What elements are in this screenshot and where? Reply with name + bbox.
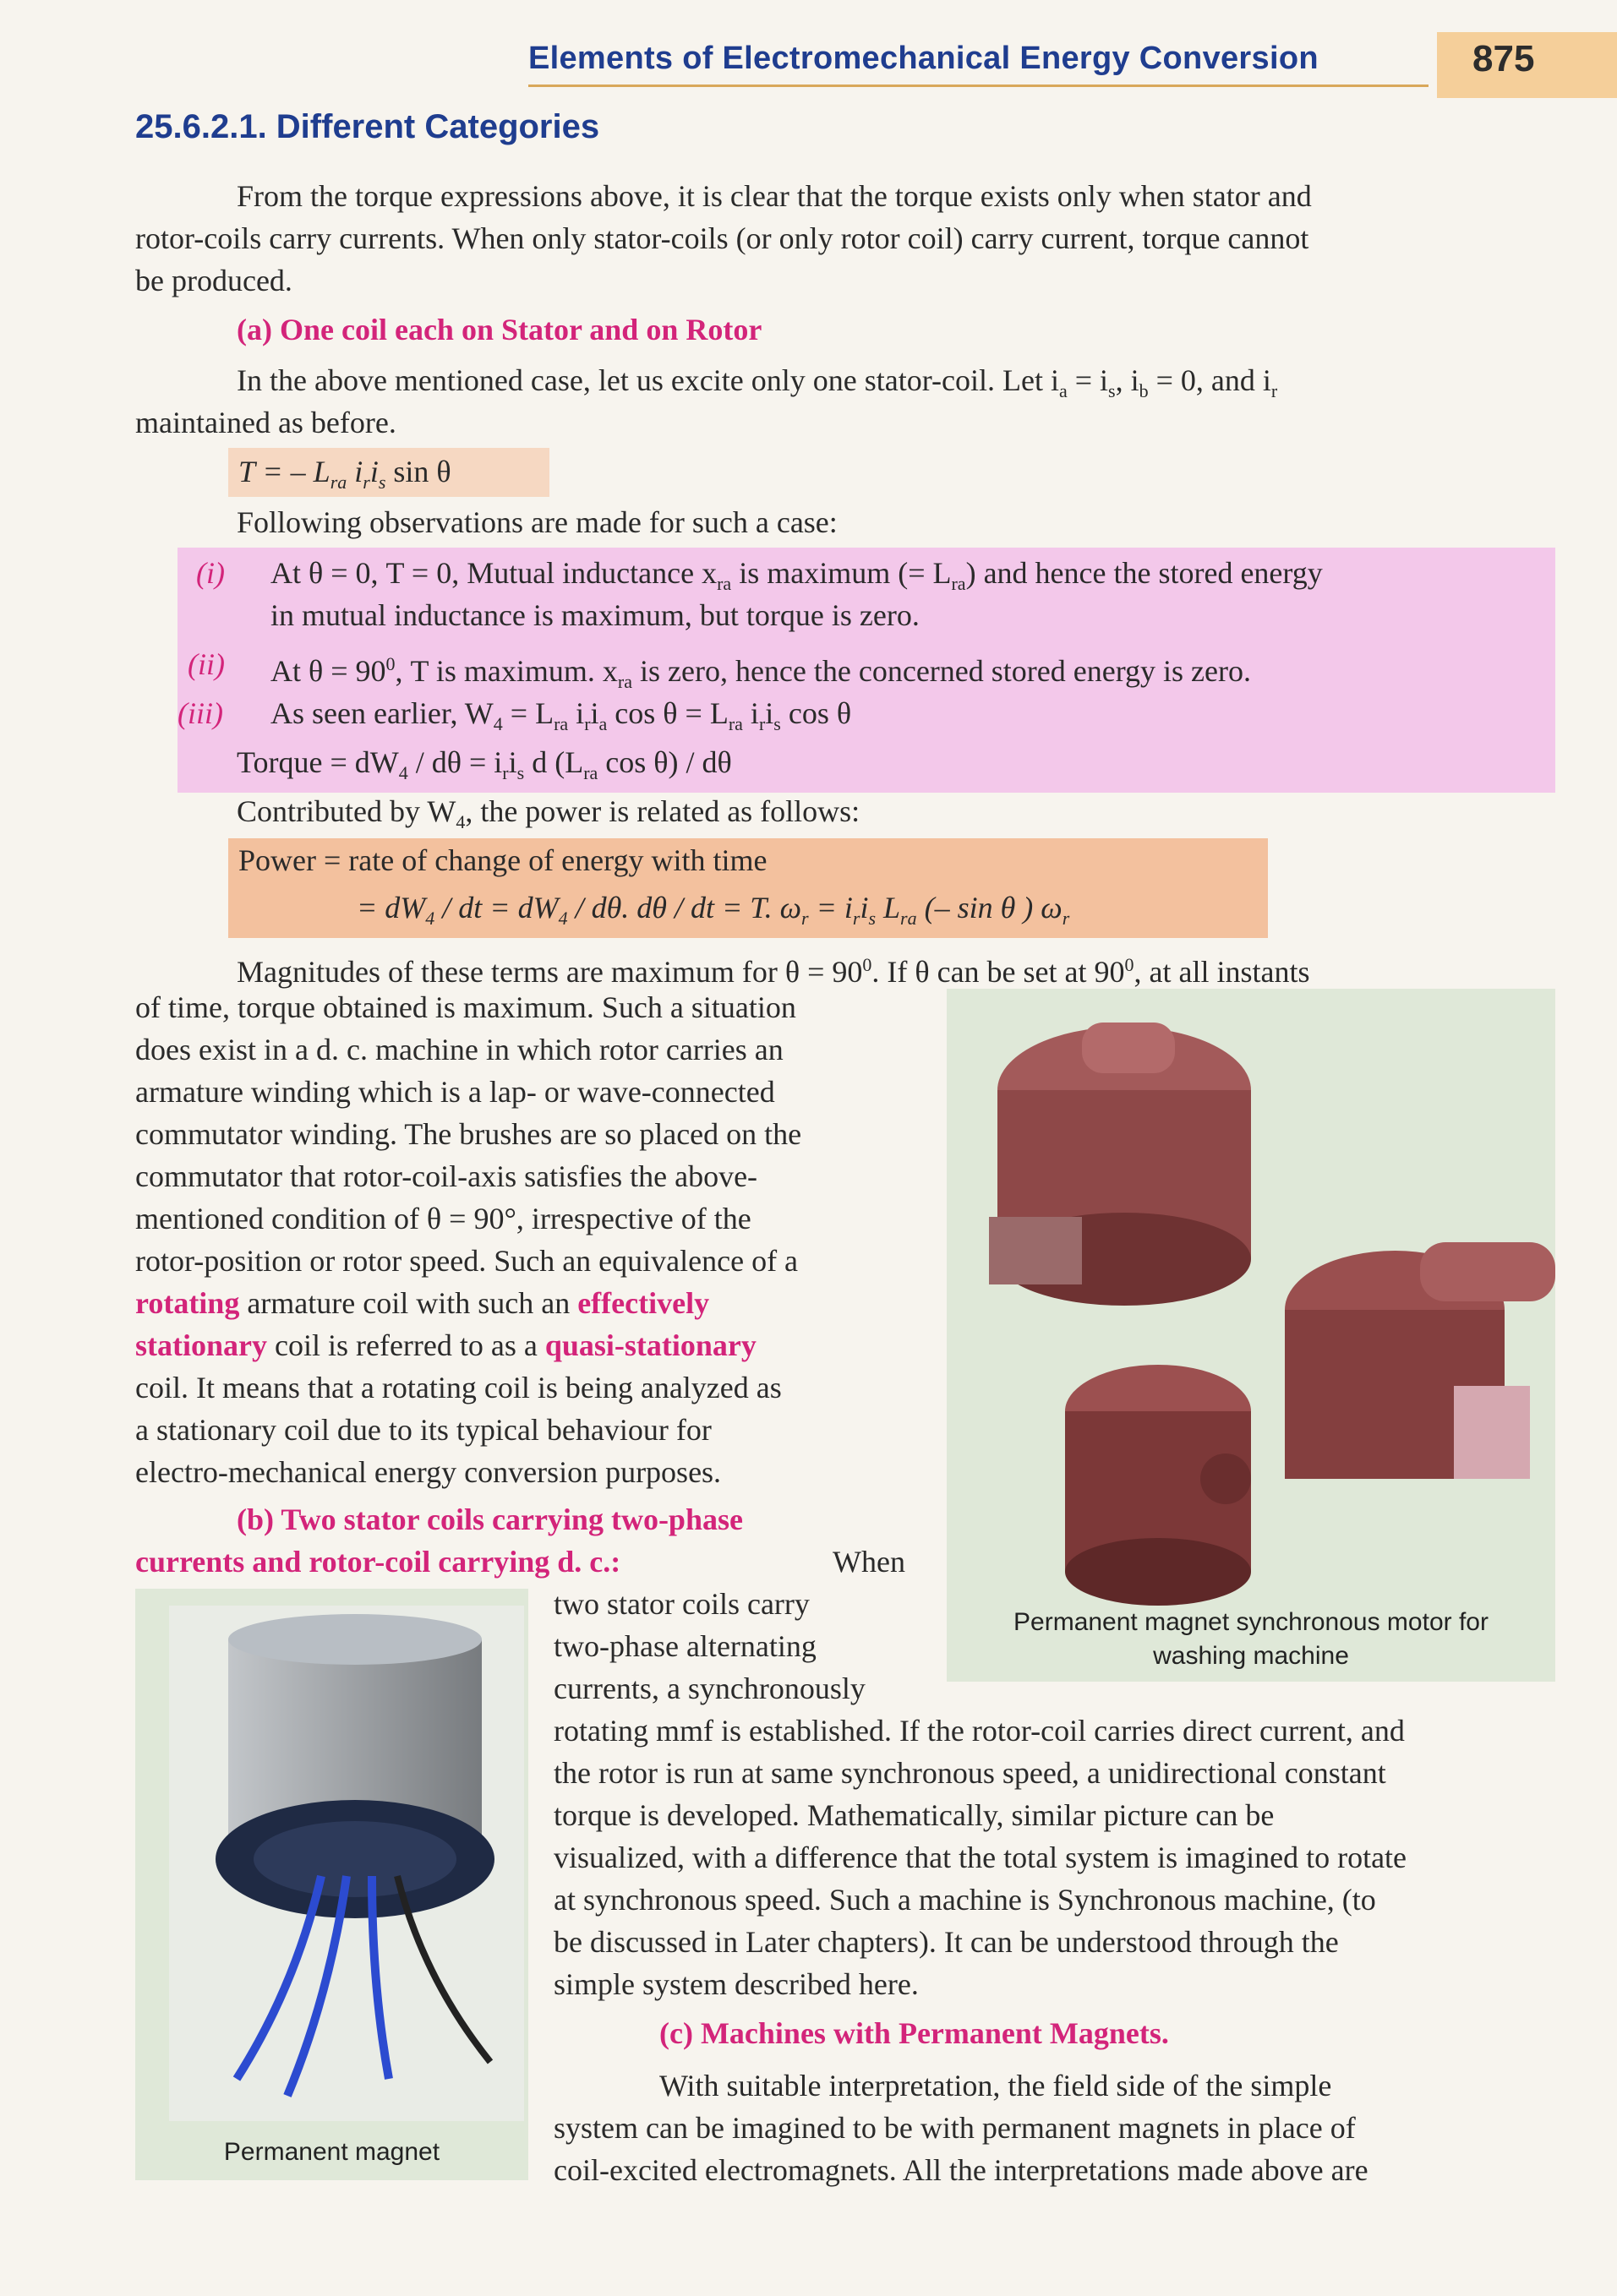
figure-right-caption-line-1: Permanent magnet synchronous motor for (1013, 1608, 1489, 1636)
header-rule (528, 85, 1429, 87)
page-number: 875 (1472, 38, 1535, 79)
magnitudes-line: Magnitudes of these terms are maximum for $\theta = 90^0$. If θ can be set at $90^0$, at all instants (237, 954, 1310, 989)
left-col-line-3: armature winding which is a lap- or wave-connected (135, 1075, 775, 1109)
part-b-narrow-line-2: two-phase alternating (554, 1629, 817, 1663)
torque-equation-1: T = – $L_{ra}$ $i_ri_s$ sin θ (238, 455, 451, 494)
part-c-line-3: coil-excited electromagnets. All the interpretations made above are (554, 2153, 1368, 2187)
obs-3-number: (iii) (178, 696, 223, 730)
section-heading: 25.6.2.1. Different Categories (135, 108, 600, 145)
motor-illustration (947, 989, 1555, 1614)
part-c-line-2: system can be imagined to be with permanent magnets in place of (554, 2111, 1356, 2145)
obs-1-line-2: in mutual inductance is maximum, but torque is zero. (270, 598, 920, 632)
left-col-line-5: commutator that rotor-coil-axis satisfies the above- (135, 1159, 758, 1193)
intro-line-1: From the torque expressions above, it is clear that the torque exists only when stator and (237, 179, 1312, 213)
left-col-line-8: rotating armature coil with such an effectively (135, 1286, 710, 1320)
obs-1-number: (i) (196, 556, 225, 590)
part-b-heading-line-1: (b) Two stator coils carrying two-phase (237, 1502, 743, 1536)
intro-line-2: rotor-coils carry currents. When only stator-coils (or only rotor coil) carry current, torque cannot (135, 221, 1309, 255)
part-b-wide-line-4: visualized, with a difference that the total system is imagined to rotate (554, 1841, 1407, 1874)
left-col-line-1: of time, torque obtained is maximum. Such a situation (135, 990, 796, 1024)
part-c-line-1: With suitable interpretation, the field side of the simple (659, 2069, 1332, 2102)
obs-1-line-1: At θ = 0, T = 0, Mutual inductance $x_{ra}$ is maximum (= $L_{ra}$) and hence the stored energy (270, 556, 1323, 595)
permanent-magnet-illustration (169, 1606, 524, 2121)
left-col-line-9: stationary coil is referred to as a quasi-stationary (135, 1328, 757, 1362)
part-b-wide-line-7: simple system described here. (554, 1967, 919, 2001)
part-a-line-2: maintained as before. (135, 406, 396, 439)
part-c-heading: (c) Machines with Permanent Magnets. (659, 2016, 1169, 2050)
part-b-wide-line-3: torque is developed. Mathematically, similar picture can be (554, 1798, 1275, 1832)
power-equation-line-1: Power = rate of change of energy with time (238, 843, 768, 877)
observations-intro: Following observations are made for such a case: (237, 505, 838, 539)
part-b-narrow-line-3: currents, a synchronously (554, 1672, 866, 1705)
part-b-when: When (833, 1545, 905, 1579)
left-col-line-7: rotor-position or rotor speed. Such an equivalence of a (135, 1244, 799, 1278)
part-b-wide-line-6: be discussed in Later chapters). It can be understood through the (554, 1925, 1339, 1959)
figure-left-caption: Permanent magnet (223, 2138, 440, 2166)
intro-line-3: be produced. (135, 264, 292, 297)
left-col-line-6: mentioned condition of θ = 90°, irrespective of the (135, 1202, 751, 1235)
part-b-narrow-line-1: two stator coils carry (554, 1587, 810, 1621)
torque-equation-2: Torque = $dW_4 / d\theta = i_ri_s$ d ($L_{ra}$ cos θ) / dθ (237, 745, 732, 784)
part-b-wide-line-2: the rotor is run at same synchronous speed, a unidirectional constant (554, 1756, 1386, 1790)
figure-right-caption (947, 1606, 1555, 1673)
part-b-heading-line-2: currents and rotor-coil carrying d. c.: (135, 1545, 621, 1579)
power-equation-line-2: = $dW_4$ / dt = $dW_4$ / dθ. dθ / dt = T. $\omega_r = i_ri_s$ $L_{ra}$ (– sin θ ) $\omega_r$ (357, 891, 1070, 930)
left-col-line-4: commutator winding. The brushes are so placed on the (135, 1117, 802, 1151)
left-col-line-10: coil. It means that a rotating coil is being analyzed as (135, 1371, 782, 1404)
contributed-line: Contributed by $W_4$, the power is related as follows: (237, 794, 860, 833)
left-col-line-2: does exist in a d. c. machine in which rotor carries an (135, 1033, 784, 1066)
obs-3-line-1: As seen earlier, $W_4 = L_{ra}$ $i_ri_a$ $\cos \theta = L_{ra}$ $i_ri_s$ cos θ (270, 696, 852, 735)
figure-right-caption-line-2: washing machine (1153, 1642, 1349, 1670)
left-col-line-11: a stationary coil due to its typical behaviour for (135, 1413, 712, 1447)
part-b-wide-line-5: at synchronous speed. Such a machine is Synchronous machine, (to (554, 1883, 1376, 1917)
part-b-wide-line-1: rotating mmf is established. If the rotor-coil carries direct current, and (554, 1714, 1405, 1748)
obs-2-line-1: At $\theta = 90^0$, T is maximum. $x_{ra}$ is zero, hence the concerned stored energy is zero. (270, 653, 1251, 693)
part-a-heading: (a) One coil each on Stator and on Rotor (237, 313, 762, 346)
part-a-line-1: In the above mentioned case, let us excite only one stator-coil. Let $i_a = i_s$, $i_b = 0$, and $i_r$ (237, 363, 1278, 402)
left-col-line-12: electro-mechanical energy conversion purposes. (135, 1455, 722, 1489)
running-header: Elements of Electromechanical Energy Conversion (528, 41, 1319, 76)
obs-2-number: (ii) (188, 647, 225, 681)
